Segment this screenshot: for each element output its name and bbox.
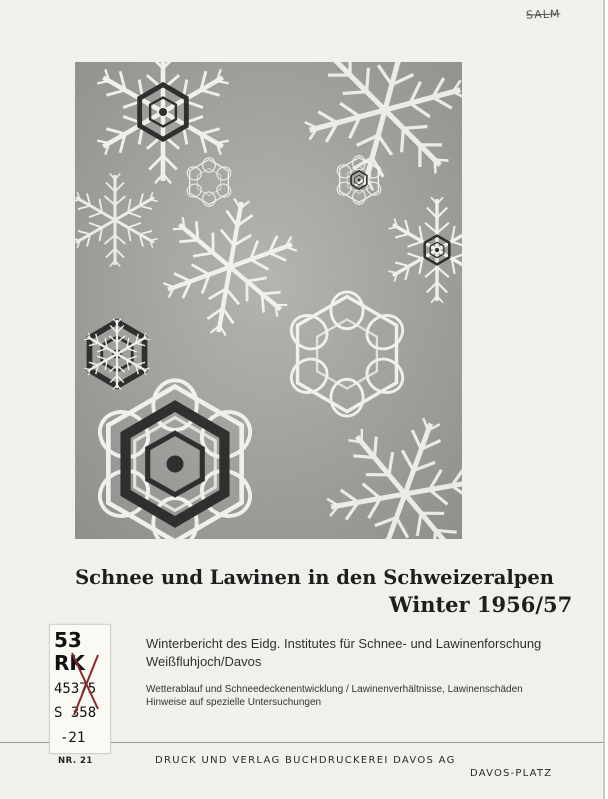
snowflake-photo <box>75 62 462 539</box>
label-line-5: -21 <box>60 730 86 746</box>
issue-number: NR. 21 <box>58 756 93 766</box>
report-topics <box>146 683 523 709</box>
cover-subtitle: Winter 1956/57 <box>389 592 573 617</box>
label-line-4: S 358 <box>54 705 97 721</box>
library-label <box>49 624 111 754</box>
report-description <box>146 635 541 671</box>
topics-line-2: Hinweise auf spezielle Untersuchungen <box>146 697 322 708</box>
label-line-1: 53 <box>54 628 82 652</box>
label-line-3: 45375 <box>54 681 97 697</box>
handwritten-note: SALM <box>525 7 561 22</box>
pen-scribble <box>68 649 112 725</box>
snowflake-illustration <box>75 62 462 539</box>
label-line-2: RK <box>54 651 85 675</box>
publisher-place: DAVOS-PLATZ <box>470 768 553 779</box>
topics-line-1: Wetterablauf und Schneedeckenentwicklung / Lawinenverhältnisse, Lawinenschäden <box>146 684 523 695</box>
description-line-1: Winterbericht des Eidg. Institutes für Schnee- und Lawinenforschung <box>146 636 542 651</box>
description-line-2: Weißfluhjoch/Davos <box>146 654 262 669</box>
publisher-name: DRUCK UND VERLAG BUCHDRUCKEREI DAVOS AG <box>155 755 456 766</box>
cover-title: Schnee und Lawinen in den Schweizeralpen <box>75 566 554 589</box>
